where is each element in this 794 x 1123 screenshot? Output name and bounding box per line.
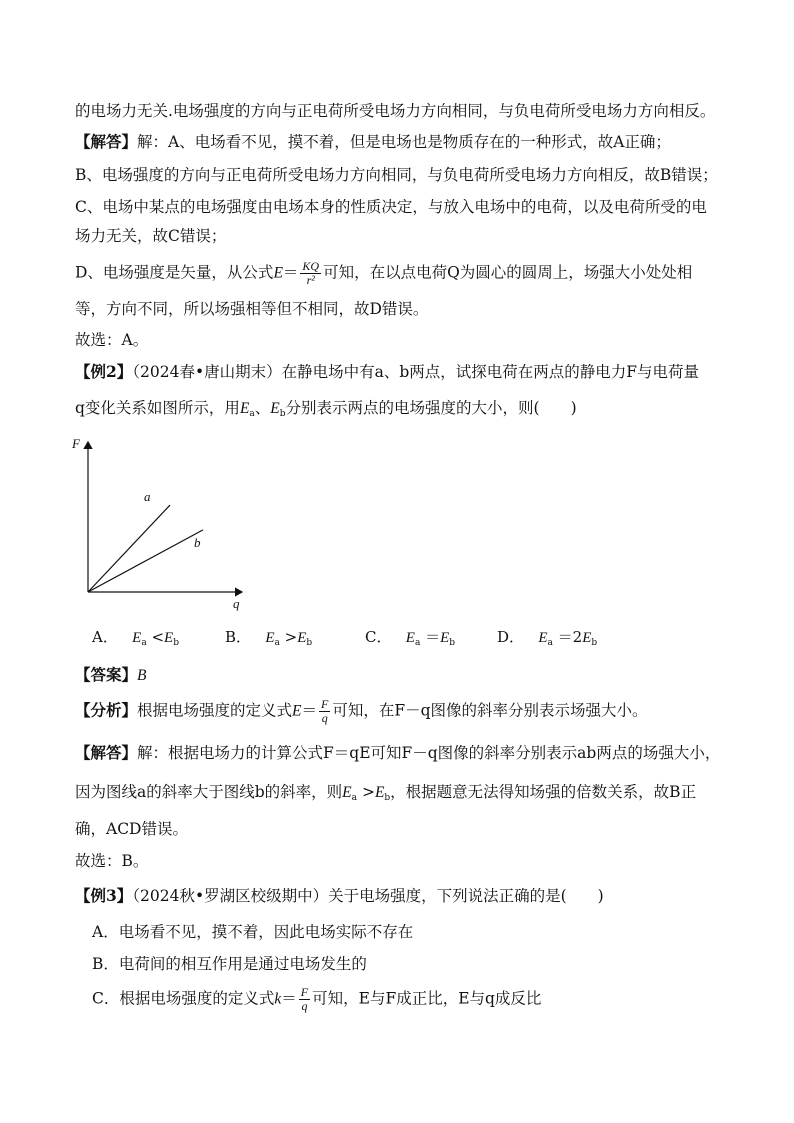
option-b: B． $E_a >E_b$ — [225, 628, 313, 648]
text-line: D、电场强度是矢量，从公式E＝ $\frac{KQ}{\text{r²}}$ 可知，在以点电荷Q为圆心的圆周上，场强大小处处相 — [75, 259, 693, 287]
line-b — [88, 530, 203, 592]
option-a: A．电场看不见，摸不着，因此电场实际不存在 — [92, 923, 414, 941]
formula-fraction: $\frac{KQ}{\text{r²}}$ — [302, 259, 320, 287]
solution-tag: 【解答】 — [75, 743, 138, 762]
f-q-graph — [70, 436, 260, 611]
example-tag: 【例2】 — [75, 362, 133, 381]
line-a — [88, 505, 170, 592]
question-line: 【例2】（2024春•唐山期末）在静电场中有a、b两点，试探电荷在两点的静电力F与电荷量 — [75, 362, 700, 381]
analysis-line: 【分析】根据电场强度的定义式E＝ $\frac{F}{q}$ 可知，在F－q图像的斜率分别表示场强大小。 — [75, 697, 648, 725]
answer-line: 【答案】B — [75, 665, 147, 684]
text-line: 的电场力无关.电场强度的方向与正电荷所受电场力方向相同，与负电荷所受电场力方向相反。 — [75, 102, 716, 120]
option-c: C． $E_a =E_b$ — [365, 628, 456, 648]
text-line: 故选：A。 — [75, 331, 149, 349]
y-axis-label: F — [72, 436, 80, 451]
option-c: C．根据电场强度的定义式k＝ $\frac{F}{q}$ 可知，E与F成正比，E与q成反比 — [92, 985, 542, 1013]
solution-line: 【解答】解：根据电场力的计算公式F＝qE可知F－q图像的斜率分别表示ab两点的场强大小， — [75, 743, 721, 762]
example-tag: 【例3】 — [75, 886, 133, 905]
question-line: 【例3】（2024秋•罗湖区校级期中）关于电场强度，下列说法正确的是( ) — [75, 886, 604, 905]
solution-line: 确，ACD错误。 — [75, 820, 188, 838]
section-tag: 【解答】 — [75, 132, 138, 151]
option-d: D． $E_a =2E_b$ — [497, 628, 598, 648]
text-line: 【解答】解：A、电场看不见，摸不着，但是电场也是物质存在的一种形式，故A正确； — [75, 132, 671, 151]
text-line: B、电场强度的方向与正电荷所受电场力方向相同，与负电荷所受电场力方向相反，故B错误； — [75, 166, 718, 184]
option-a: A． $E_a <E_b$ — [92, 628, 179, 648]
choice-line: 故选：B。 — [75, 852, 149, 870]
solution-line: 因为图线a的斜率大于图线b的斜率，则$E_a >E_b$，根据题意无法得知场强的倍数关系，故B正 — [75, 783, 697, 803]
formula-fraction: $\frac{F}{q}$ — [321, 697, 329, 725]
analysis-tag: 【分析】 — [75, 700, 138, 720]
text-line: C、电场中某点的电场强度由电场本身的性质决定，与放入电场中的电荷，以及电荷所受的电 — [75, 198, 707, 216]
line-a-label: a — [144, 489, 151, 504]
question-line: q变化关系如图所示，用$E_a$、$E_b$分别表示两点的电场强度的大小，则( ) — [75, 399, 577, 419]
text-line: 场力无关，故C错误； — [75, 227, 227, 245]
option-b: B．电荷间的相互作用是通过电场发生的 — [92, 955, 367, 973]
text-line: 等，方向不同，所以场强相等但不相同，故D错误。 — [75, 300, 429, 318]
line-b-label: b — [194, 535, 201, 550]
answer-tag: 【答案】 — [75, 665, 138, 684]
x-axis-label: q — [233, 596, 240, 611]
formula-fraction: $\frac{F}{q}$ — [300, 985, 309, 1013]
